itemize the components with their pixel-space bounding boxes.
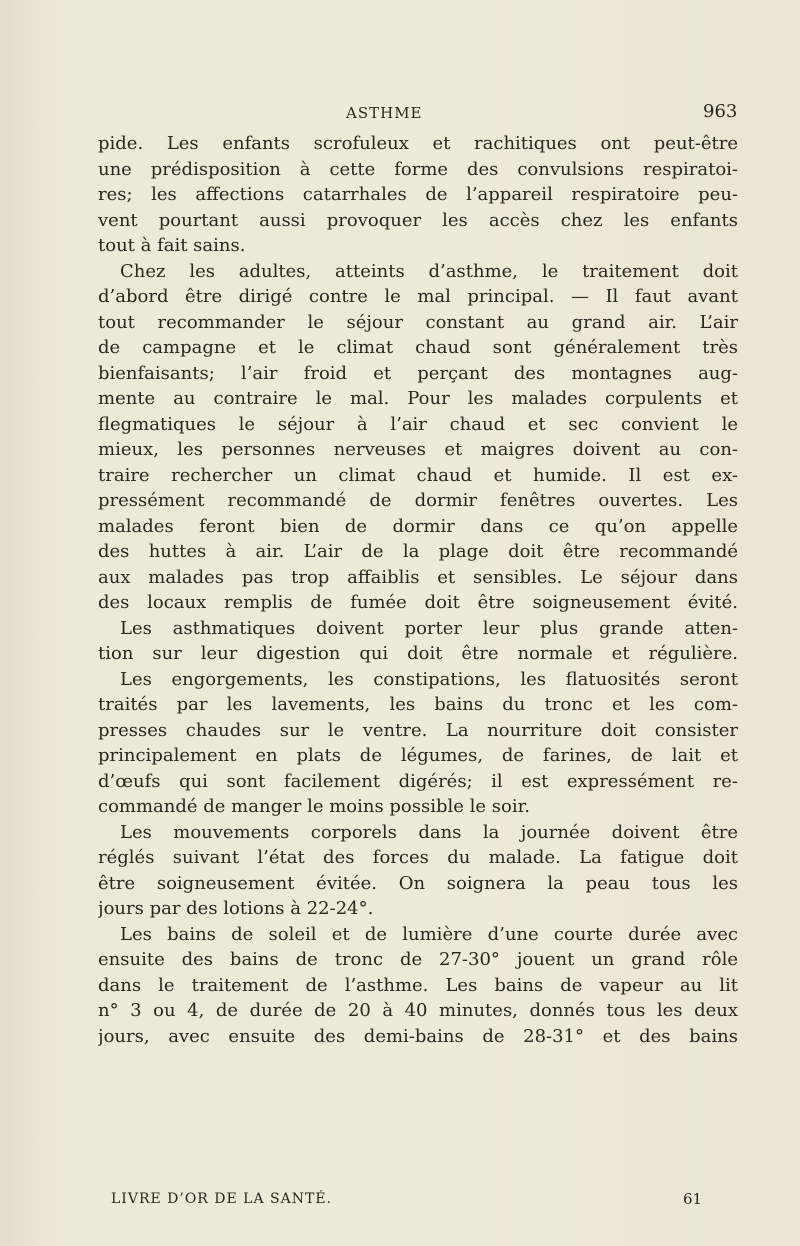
text-line: ensuite des bains de tronc de 27-30° jouent un grand rôle [98, 949, 738, 970]
text-line: de campagne et le climat chaud sont généralement très [98, 337, 738, 358]
text-line: traités par les lavements, les bains du tronc et les com- [98, 694, 738, 715]
text-line: Les bains de soleil et de lumière d’une courte durée avec [120, 923, 738, 945]
text-line: malades feront bien de dormir dans ce qu’on appelle [98, 515, 738, 537]
text-line: Les mouvements corporels dans la journée doivent être [120, 821, 738, 843]
text-line: n° 3 ou 4, de durée de 20 à 40 minutes, donnés tous les deux [98, 1000, 738, 1021]
text-line: mieux, les personnes nerveuses et maigres doivent au con- [98, 439, 738, 460]
text-line: pide. Les enfants scrofuleux et rachitiques ont peut-être [98, 133, 738, 154]
footer-book-title: LIVRE D’OR DE LA SANTÉ. [111, 1191, 333, 1207]
running-head [0, 101, 800, 128]
text-line: tout recommander le séjour constant au grand air. L’air [98, 311, 738, 333]
text-line: presses chaudes sur le ventre. La nourriture doit consister [98, 719, 738, 741]
text-line: Les asthmatiques doivent porter leur plus grande atten- [120, 617, 738, 639]
text-line: d’abord être dirigé contre le mal principal. — Il faut avant [98, 286, 738, 307]
text-line: tion sur leur digestion qui doit être normale et régulière. [98, 643, 738, 664]
running-head-title: ASTHME [346, 104, 423, 122]
text-line: flegmatiques le séjour à l’air chaud et sec convient le [98, 413, 738, 435]
text-line: dans le traitement de l’asthme. Les bains de vapeur au lit [98, 974, 738, 996]
text-line: Les engorgements, les constipations, les flatuosités seront [120, 668, 738, 690]
page-number: 963 [703, 101, 738, 122]
text-line: mente au contraire le mal. Pour les malades corpulents et [98, 388, 738, 409]
text-line: être soigneusement évitée. On soignera la peau tous les [98, 872, 738, 894]
text-line: jours, avec ensuite des demi-bains de 28-31° et des bains [98, 1025, 738, 1047]
text-line: tout à fait sains. [98, 235, 246, 256]
text-line: d’œufs qui sont facilement digérés; il est expressément re- [98, 770, 738, 792]
page-footer [0, 1191, 800, 1215]
text-line: traire rechercher un climat chaud et humide. Il est ex- [98, 464, 738, 486]
text-line: des huttes à air. L’air de la plage doit être recommandé [98, 541, 738, 562]
text-line: une prédisposition à cette forme des convulsions respiratoi- [98, 158, 738, 180]
text-line: res; les affections catarrhales de l’appareil respiratoire peu- [98, 184, 738, 205]
text-line: commandé de manger le moins possible le soir. [98, 796, 530, 817]
footer-signature: 61 [683, 1190, 703, 1208]
text-line: Chez les adultes, atteints d’asthme, le traitement doit [120, 260, 738, 282]
body-text [98, 131, 738, 1049]
text-line: vent pourtant aussi provoquer les accès chez les enfants [98, 209, 738, 231]
text-line: principalement en plats de légumes, de farines, de lait et [98, 745, 738, 766]
text-line: jours par des lotions à 22-24°. [98, 898, 374, 919]
text-line: aux malades pas trop affaiblis et sensibles. Le séjour dans [98, 566, 738, 588]
text-line: pressément recommandé de dormir fenêtres ouvertes. Les [98, 490, 738, 511]
text-line: bienfaisants; l’air froid et perçant des montagnes aug- [98, 362, 738, 384]
text-line: des locaux remplis de fumée doit être soigneusement évité. [98, 592, 738, 613]
text-line: réglés suivant l’état des forces du malade. La fatigue doit [98, 847, 738, 868]
